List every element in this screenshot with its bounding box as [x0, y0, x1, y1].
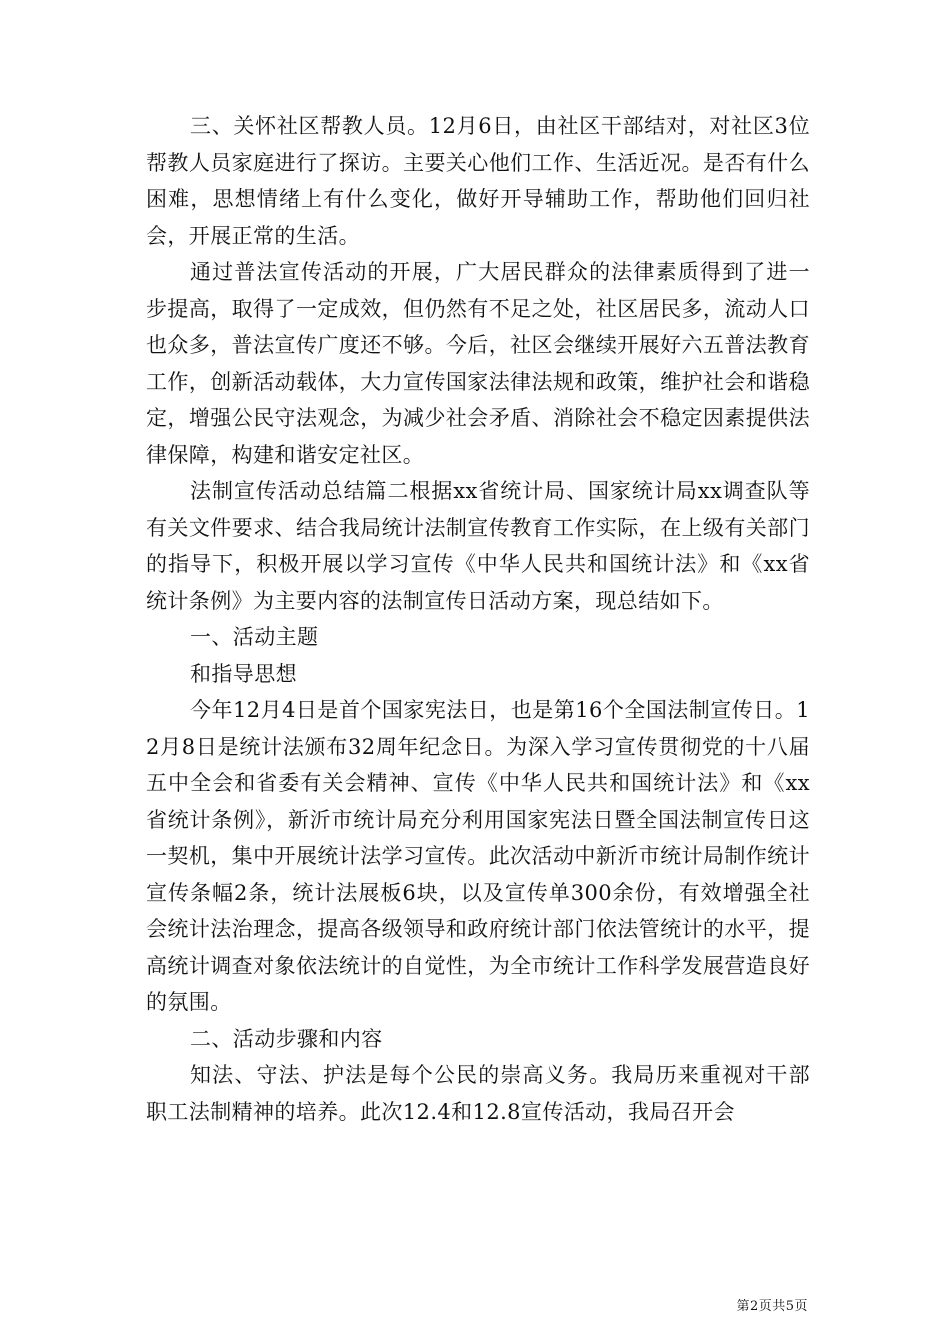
- page-number-footer: 第2页共5页: [736, 1299, 808, 1314]
- section-heading-steps: 二、活动步骤和内容: [190, 1026, 383, 1051]
- paragraph-constitution-day: 今年12月4日是首个国家宪法日，也是第16个全国法制宣传日。12月8日是统计法颁布32周年纪念日。为深入学习宣传贯彻党的十八届五中全会和省委有关会精神、宣传《中华人民共和国统计法》和《xx省统计条例》，新沂市统计局充分利用国家宪法日暨全国法制宣传日这一契机，集中开展统计法学习宣传。此次活动中新沂市统计局制作统计宣传条幅2条，统计法展板6块，以及宣传单300余份，有效增强全社会统计法治理念，提高各级领导和政府统计部门依法管统计的水平，提高统计调查对象依法统计的自觉性，为全市统计工作科学发展营造良好的氛围。: [146, 698, 810, 1014]
- paragraph-legal-duty: 知法、守法、护法是每个公民的崇高义务。我局历来重视对干部职工法制精神的培养。此次12.4和12.8宣传活动，我局召开会: [146, 1063, 810, 1124]
- paragraph-summary-part-two: 法制宣传活动总结篇二根据xx省统计局、国家统计局xx调查队等有关文件要求、结合我局统计法制宣传教育工作实际，在上级有关部门的指导下，积极开展以学习宣传《中华人民共和国统计法》和《xx省统计条例》为主要内容的法制宣传日活动方案，现总结如下。: [146, 479, 810, 613]
- paragraph-publicity-summary: 通过普法宣传活动的开展，广大居民群众的法律素质得到了进一步提高，取得了一定成效，但仍然有不足之处，社区居民多，流动人口也众多，普法宣传广度还不够。今后，社区会继续开展好六五普法教育工作，创新活动载体，大力宣传国家法律法规和政策，维护社会和谐稳定，增强公民守法观念，为减少社会矛盾、消除社会不稳定因素提供法律保障，构建和谐安定社区。: [146, 260, 810, 467]
- section-heading-theme: 一、活动主题: [190, 625, 319, 649]
- paragraph-community-support: 三、关怀社区帮教人员。12月6日，由社区干部结对，对社区3位帮教人员家庭进行了探访。主要关心他们工作、生活近况。是否有什么困难，思想情绪上有什么变化，做好开导辅助工作，帮助他们回归社会，开展正常的生活。: [146, 114, 810, 248]
- section-heading-guiding-thought: 和指导思想: [190, 661, 297, 686]
- document-body: [146, 108, 810, 1130]
